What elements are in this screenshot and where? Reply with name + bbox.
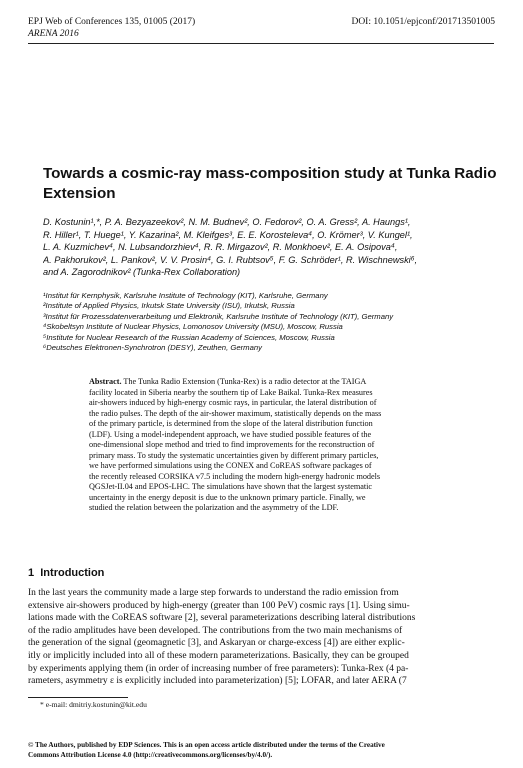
journal-citation: EPJ Web of Conferences 135, 01005 (2017) <box>28 17 196 27</box>
affiliation: ⁵Institute for Nuclear Research of the Russian Academy of Sciences, Moscow, Russia <box>43 332 335 342</box>
abstract-line: uncertainty in the energy deposit is due to the unknown primary particle. Finally, we <box>89 492 366 502</box>
affiliation: ⁴Skobeltsyn Institute of Nuclear Physics, Lomonosov University (MSU), Moscow, Russia <box>43 322 343 332</box>
paper-title <box>43 164 496 204</box>
abstract-label: Abstract. <box>89 377 122 386</box>
title-line: Extension <box>43 185 116 202</box>
section-heading <box>28 567 104 579</box>
section-title: Introduction <box>40 567 105 579</box>
doi: DOI: 10.1051/epjconf/201713501005 <box>351 17 495 27</box>
author-line: R. Hiller¹, T. Huege¹, Y. Kazarina², M. Kleifges³, E. E. Korosteleva⁴, O. Krömer³, V. Kungel¹, <box>43 229 413 240</box>
affiliation: ⁶Deutsches Elektronen-Synchrotron (DESY), Zeuthen, Germany <box>43 343 262 353</box>
footnote-rule <box>28 697 128 698</box>
body-text <box>28 587 496 688</box>
body-line: rameters, asymmetry ε is explicitly included into parameterization) [5]; LOFAR, and later AERA (7 <box>28 676 407 687</box>
abstract-line: the recently released CORSIKA v7.5 including the modern high-energy hadronic models <box>89 471 381 481</box>
abstract-line: we have performed simulations using the CONEX and CoREAS software packages of <box>89 461 372 470</box>
body-line: lations made with the CoREAS software [2], several parameterizations describing lateral distributions <box>28 613 416 624</box>
license-notice <box>28 740 498 760</box>
conference-name: ARENA 2016 <box>28 29 79 39</box>
affiliation: ¹Institut für Kernphysik, Karlsruhe Institute of Technology (KIT), Karlsruhe, Germany <box>43 291 328 300</box>
body-line: In the last years the community made a large step forwards to understand the radio emission from <box>28 588 399 598</box>
body-line: by experiments applying them (in order of increasing number of free parameters): Tunka-Rex (4 pa- <box>28 663 409 674</box>
author-line: D. Kostunin¹,*, P. A. Bezyazeekov², N. M. Budnev², O. Fedorov², O. A. Gress², A. Haungs¹, <box>43 217 411 227</box>
affiliation-list <box>43 291 493 353</box>
abstract-line: (LDF). Using a model-independent approach, we have studied possible features of the <box>89 429 372 439</box>
footnote: * e-mail: dmitriy.kostunin@kit.edu <box>40 700 147 709</box>
body-line: itly or implicitly included into all of these modern parameterizations. Basically, they can be grouped <box>28 650 409 661</box>
author-list <box>43 216 493 279</box>
body-line: extensive air-showers produced by high-energy (greater than 100 PeV) cosmic rays [1]. Using simu- <box>28 600 410 611</box>
affiliation: ²Institute of Applied Physics, Irkutsk State University (ISU), Irkutsk, Russia <box>43 301 295 311</box>
abstract-line: facility located in Siberia nearby the southern tip of Lake Baikal. Tunka-Rex measures <box>89 387 373 397</box>
body-line: of the radio amplitudes have been developed. The contributions from the two main mechanisms of <box>28 625 403 636</box>
abstract-line: studied the relation between the polarization and the asymmetry of the LDF. <box>89 503 339 512</box>
affiliation: ³Institut für Prozessdatenverarbeitung und Elektronik, Karlsruhe Institute of Technology (KIT), Germany <box>43 311 394 321</box>
author-line: A. Pakhorukov², L. Pankov², V. V. Prosin⁴, G. I. Rubtsov⁵, F. G. Schröder¹, R. Wischnewski⁶, <box>43 254 418 265</box>
author-line: L. A. Kuzmichev⁴, N. Lubsandorzhiev⁴, R. R. Mirgazov², R. Monkhoev², E. A. Osipova⁴, <box>43 242 398 253</box>
header-rule <box>28 43 494 44</box>
abstract-line: one-dimensional slope method and tried to find improvements for the reconstruction of <box>89 440 375 449</box>
abstract-line: The Tunka Radio Extension (Tunka-Rex) is a radio detector at the TAIGA <box>121 377 367 386</box>
body-line: the generation of the signal (geomagnetic [3], and Askaryan or charge-excess [4]) are either explic- <box>28 638 405 649</box>
section-number: 1 <box>28 567 35 579</box>
abstract-line: the radio pulses. The depth of the air-shower maximum, statistically depends on the mass <box>89 408 382 418</box>
abstract-line: primary mass. To study the systematic uncertainties given by different primary particles, <box>89 450 379 460</box>
abstract-line: of the primary particle, is determined from the slope of the lateral distribution function <box>89 419 373 428</box>
license-line: Commons Attribution License 4.0 (http://creativecommons.org/licenses/by/4.0/). <box>28 751 273 759</box>
license-line: © The Authors, published by EDP Sciences. This is an open access article distributed under the terms of the Creative <box>28 741 385 749</box>
abstract <box>89 377 435 514</box>
title-line: Towards a cosmic-ray mass-composition study at Tunka Radio <box>43 165 497 182</box>
author-line: and A. Zagorodnikov² (Tunka-Rex Collaboration) <box>43 267 241 278</box>
abstract-line: QGSJet-II.04 and EPOS-LHC. The simulations have shown that the largest systematic <box>89 482 373 491</box>
abstract-line: air-showers induced by high-energy cosmic rays, in particular, the lateral distribution of <box>89 398 377 407</box>
